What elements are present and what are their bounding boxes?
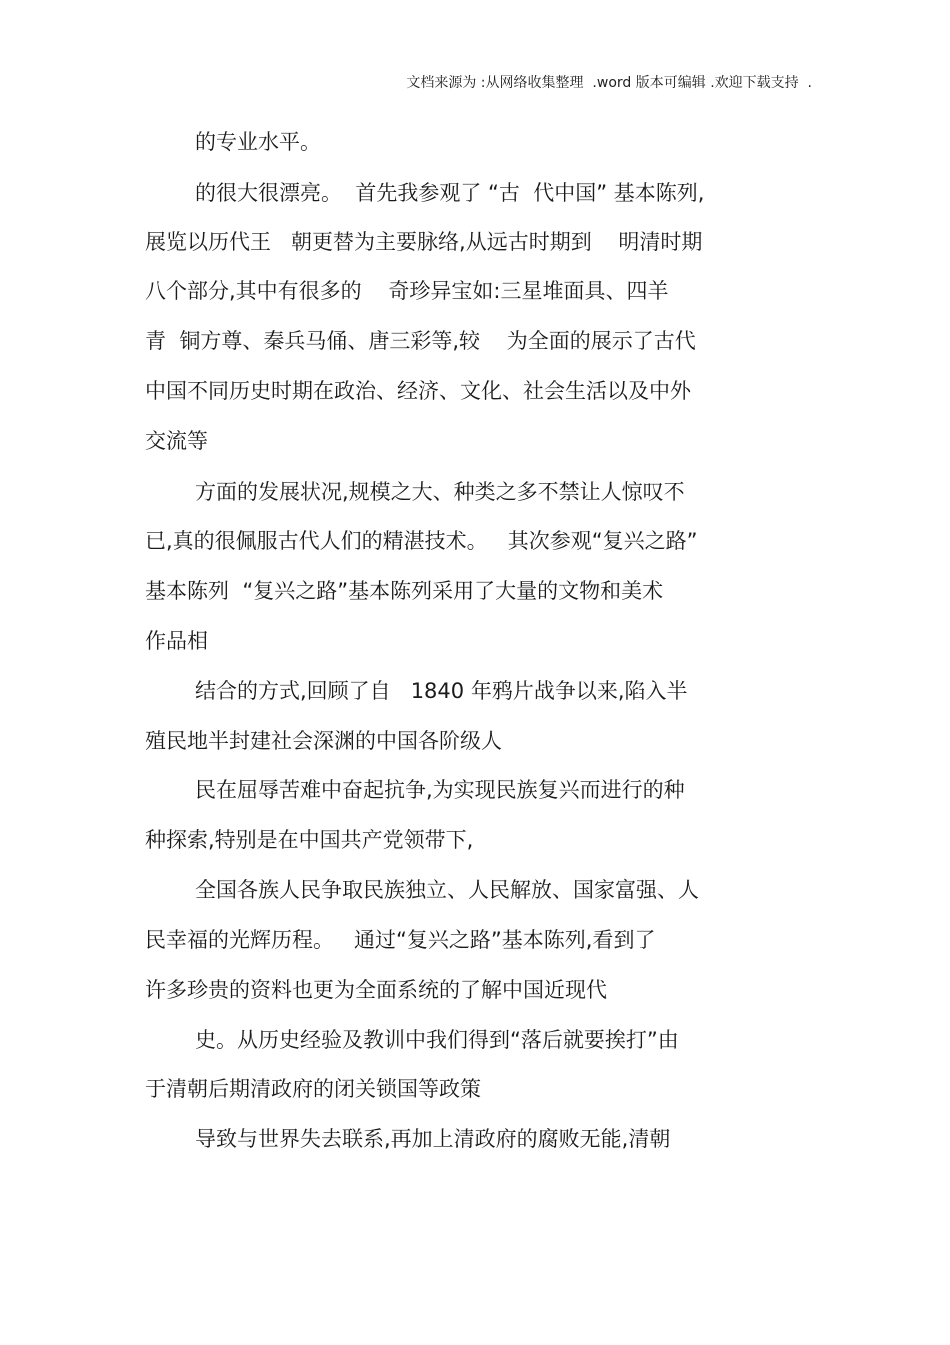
text-line: 已,真的很佩服古代人们的精湛技术。 其次参观“复兴之路” xyxy=(145,529,698,553)
text-line: 展览以历代王 朝更替为主要脉络,从远古时期到 明清时期 xyxy=(145,230,703,254)
text-line: 交流等 xyxy=(145,429,208,453)
page-header: 文档来源为 :从网络收集整理 .word 版本可编辑 .欢迎下载支持 . xyxy=(406,75,812,91)
text-line: 作品相 xyxy=(145,629,208,653)
text-line: 民在屈辱苦难中奋起抗争,为实现民族复兴而进行的种 xyxy=(195,778,685,802)
text-line: 史。从历史经验及教训中我们得到“落后就要挨打”由 xyxy=(195,1028,679,1052)
text-line: 基本陈列 “复兴之路”基本陈列采用了大量的文物和美术 xyxy=(145,579,664,603)
text-line: 结合的方式,回顾了自 1840 年鸦片战争以来,陷入半 xyxy=(195,679,688,703)
text-line: 青 铜方尊、秦兵马俑、唐三彩等,较 为全面的展示了古代 xyxy=(145,329,696,353)
text-line: 的很大很漂亮。 首先我参观了 “古 代中国” 基本陈列, xyxy=(195,181,705,205)
text-line: 导致与世界失去联系,再加上清政府的腐败无能,清朝 xyxy=(195,1127,671,1151)
text-line: 民幸福的光辉历程。 通过“复兴之路”基本陈列,看到了 xyxy=(145,928,656,952)
text-line: 全国各族人民争取民族独立、人民解放、国家富强、人 xyxy=(195,878,699,902)
text-line: 许多珍贵的资料也更为全面系统的了解中国近现代 xyxy=(145,978,607,1002)
text-line: 种探索,特别是在中国共产党领带下, xyxy=(145,828,474,852)
text-line: 殖民地半封建社会深渊的中国各阶级人 xyxy=(145,729,502,753)
text-line: 的专业水平。 xyxy=(195,130,321,154)
text-line: 方面的发展状况,规模之大、种类之多不禁让人惊叹不 xyxy=(195,480,685,504)
text-line: 中国不同历史时期在政治、经济、文化、社会生活以及中外 xyxy=(145,379,691,403)
text-line: 八个部分,其中有很多的 奇珍异宝如:三星堆面具、四羊 xyxy=(145,279,669,303)
text-line: 于清朝后期清政府的闭关锁国等政策 xyxy=(145,1077,481,1101)
